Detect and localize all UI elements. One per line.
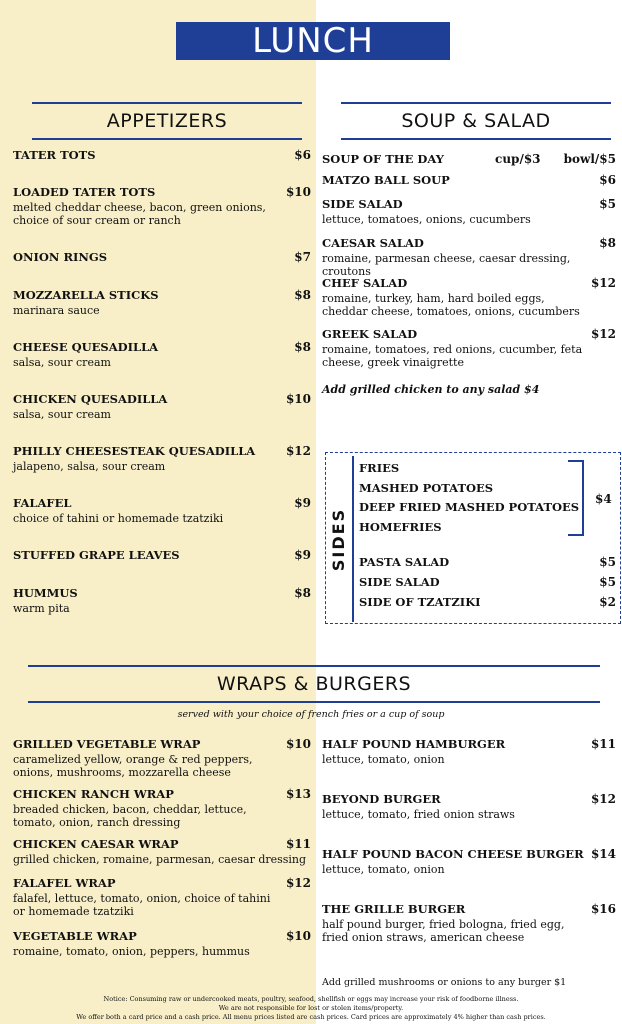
menu-item bbox=[13, 586, 311, 616]
item-price: $2 bbox=[599, 595, 616, 609]
side-item: PASTA SALAD $5 bbox=[359, 555, 616, 569]
menu-item bbox=[322, 173, 616, 187]
menu-item bbox=[13, 496, 311, 526]
item-name: CHICKEN RANCH WRAP bbox=[13, 787, 174, 801]
item-description: salsa, sour cream bbox=[13, 356, 111, 369]
item-price: $14 bbox=[590, 847, 616, 861]
menu-item bbox=[322, 902, 616, 944]
item-price: $9 bbox=[294, 548, 311, 562]
item-description: half pound burger, fried bologna, fried egg, fried onion straws, american cheese bbox=[322, 918, 565, 944]
item-name: HALF POUND HAMBURGER bbox=[322, 737, 506, 751]
item-price: $5 bbox=[599, 197, 616, 211]
item-description: warm pita bbox=[13, 602, 70, 615]
bowl-price: bowl/$5 bbox=[563, 152, 616, 166]
side-item: MASHED POTATOES bbox=[359, 481, 494, 495]
menu-item bbox=[322, 327, 616, 369]
item-price: $12 bbox=[590, 276, 616, 290]
item-price: $12 bbox=[285, 444, 311, 458]
menu-item bbox=[13, 392, 311, 422]
side-item: DEEP FRIED MASHED POTATOES bbox=[359, 500, 580, 514]
item-description: jalapeno, salsa, sour cream bbox=[13, 460, 166, 473]
menu-item bbox=[13, 288, 311, 318]
menu-item bbox=[13, 148, 311, 162]
item-name: CHEESE QUESADILLA bbox=[13, 340, 159, 354]
menu-item bbox=[322, 276, 616, 318]
item-name: CHEF SALAD bbox=[322, 276, 408, 290]
item-name: STUFFED GRAPE LEAVES bbox=[13, 548, 180, 562]
item-price: $12 bbox=[590, 327, 616, 341]
sides-divider bbox=[352, 456, 354, 622]
soup-of-the-day bbox=[322, 148, 616, 167]
item-name: SOUP OF THE DAY bbox=[322, 152, 444, 166]
item-description: lettuce, tomato, onion bbox=[322, 753, 445, 766]
item-name: CAESAR SALAD bbox=[322, 236, 424, 250]
item-name: BEYOND BURGER bbox=[322, 792, 441, 806]
item-name: GRILLED VEGETABLE WRAP bbox=[13, 737, 201, 751]
item-price: $10 bbox=[285, 737, 311, 751]
salad-add-chicken-note: Add grilled chicken to any salad $4 bbox=[322, 383, 540, 396]
item-name: CHICKEN QUESADILLA bbox=[13, 392, 168, 406]
item-description: romaine, turkey, ham, hard boiled eggs, cheddar cheese, tomatoes, onions, cucumbers bbox=[322, 292, 580, 318]
wraps-subtitle: served with your choice of french fries or a cup of soup bbox=[177, 709, 445, 720]
item-price: $8 bbox=[294, 586, 311, 600]
footer-line: We offer both a card price and a cash price. All menu prices listed are cash prices. Card prices are approximately 4% higher than cash prices. bbox=[76, 1013, 546, 1021]
menu-item bbox=[13, 548, 311, 562]
item-price: $10 bbox=[285, 392, 311, 406]
item-name: ONION RINGS bbox=[13, 250, 108, 264]
sides-bracket bbox=[568, 460, 584, 536]
menu-item bbox=[13, 876, 311, 918]
item-price: $5 bbox=[599, 575, 616, 589]
footer-line: We are not responsible for lost or stolen items/property. bbox=[218, 1004, 404, 1012]
item-price: $16 bbox=[590, 902, 616, 916]
menu-item bbox=[322, 236, 616, 278]
item-price: $6 bbox=[599, 173, 616, 187]
item-price: $6 bbox=[294, 148, 311, 162]
item-description: salsa, sour cream bbox=[13, 408, 111, 421]
item-price: $8 bbox=[294, 340, 311, 354]
item-price: $12 bbox=[285, 876, 311, 890]
item-description: lettuce, tomato, onion bbox=[322, 863, 445, 876]
item-name: THE GRILLE BURGER bbox=[322, 902, 466, 916]
item-description: falafel, lettuce, tomato, onion, choice of tahini or homemade tzatziki bbox=[13, 892, 271, 918]
menu-item bbox=[322, 197, 616, 227]
item-description: romaine, parmesan cheese, caesar dressing, croutons bbox=[322, 252, 571, 278]
appetizers-heading: APPETIZERS bbox=[32, 110, 302, 132]
item-description: melted cheddar cheese, bacon, green onions, choice of sour cream or ranch bbox=[13, 201, 266, 227]
menu-item bbox=[13, 444, 311, 474]
item-name: MATZO BALL SOUP bbox=[322, 173, 450, 187]
menu-item bbox=[13, 250, 311, 264]
item-description: caramelized yellow, orange & red peppers, onions, mushrooms, mozzarella cheese bbox=[13, 753, 253, 779]
item-price: $13 bbox=[285, 787, 311, 801]
item-price: $7 bbox=[294, 250, 311, 264]
menu-item bbox=[322, 847, 616, 877]
menu-title: LUNCH bbox=[176, 22, 450, 60]
item-name: GREEK SALAD bbox=[322, 327, 418, 341]
item-description: choice of tahini or homemade tzatziki bbox=[13, 512, 224, 525]
item-name: FALAFEL bbox=[13, 496, 72, 510]
side-item: SIDE SALAD $5 bbox=[359, 575, 616, 589]
item-name: SIDE SALAD bbox=[322, 197, 403, 211]
sides-group-price: $4 bbox=[595, 492, 612, 506]
item-description: breaded chicken, bacon, cheddar, lettuce, tomato, onion, ranch dressing bbox=[13, 803, 247, 829]
item-name: HUMMUS bbox=[13, 586, 78, 600]
menu-item bbox=[322, 792, 616, 822]
item-description: marinara sauce bbox=[13, 304, 100, 317]
menu-item bbox=[13, 929, 311, 959]
side-item: HOMEFRIES bbox=[359, 520, 442, 534]
item-name: PHILLY CHEESESTEAK QUESADILLA bbox=[13, 444, 256, 458]
item-name: FALAFEL WRAP bbox=[13, 876, 116, 890]
item-description: lettuce, tomatoes, onions, cucumbers bbox=[322, 213, 531, 226]
item-price: $11 bbox=[590, 737, 616, 751]
item-price: $5 bbox=[599, 555, 616, 569]
menu-item bbox=[13, 787, 311, 829]
item-price: $10 bbox=[285, 185, 311, 199]
item-price: $11 bbox=[285, 837, 311, 851]
item-price: $8 bbox=[294, 288, 311, 302]
menu-item bbox=[13, 737, 311, 779]
item-price: $9 bbox=[294, 496, 311, 510]
burger-add-note: Add grilled mushrooms or onions to any burger $1 bbox=[322, 977, 567, 988]
wraps-burgers-heading: WRAPS & BURGERS bbox=[28, 673, 600, 695]
side-item: SIDE OF TZATZIKI $2 bbox=[359, 595, 616, 609]
item-name: TATER TOTS bbox=[13, 148, 96, 162]
item-name: VEGETABLE WRAP bbox=[13, 929, 137, 943]
menu-item bbox=[13, 340, 311, 370]
item-price: $8 bbox=[599, 236, 616, 250]
item-name: CHICKEN CAESAR WRAP bbox=[13, 837, 179, 851]
soup-salad-heading: SOUP & SALAD bbox=[341, 110, 611, 132]
item-description: grilled chicken, romaine, parmesan, caesar dressing bbox=[13, 853, 307, 866]
item-price: $10 bbox=[285, 929, 311, 943]
menu-item bbox=[13, 185, 311, 227]
menu-item bbox=[322, 737, 616, 767]
item-name: LOADED TATER TOTS bbox=[13, 185, 156, 199]
footer-notice bbox=[0, 995, 622, 1022]
item-description: romaine, tomatoes, red onions, cucumber, feta cheese, greek vinaigrette bbox=[322, 343, 583, 369]
item-name: MOZZARELLA STICKS bbox=[13, 288, 159, 302]
menu-item bbox=[13, 837, 311, 867]
cup-price: cup/$3 bbox=[495, 152, 541, 166]
footer-line: Notice: Consuming raw or undercooked meats, poultry, seafood, shellfish or eggs may increase your risk of foodborne illness. bbox=[103, 995, 519, 1003]
side-item: FRIES bbox=[359, 461, 400, 475]
sides-label: SIDES bbox=[329, 507, 349, 571]
item-description: romaine, tomato, onion, peppers, hummus bbox=[13, 945, 250, 958]
item-price: $12 bbox=[590, 792, 616, 806]
item-name: HALF POUND BACON CHEESE BURGER bbox=[322, 847, 584, 861]
item-description: lettuce, tomato, fried onion straws bbox=[322, 808, 515, 821]
